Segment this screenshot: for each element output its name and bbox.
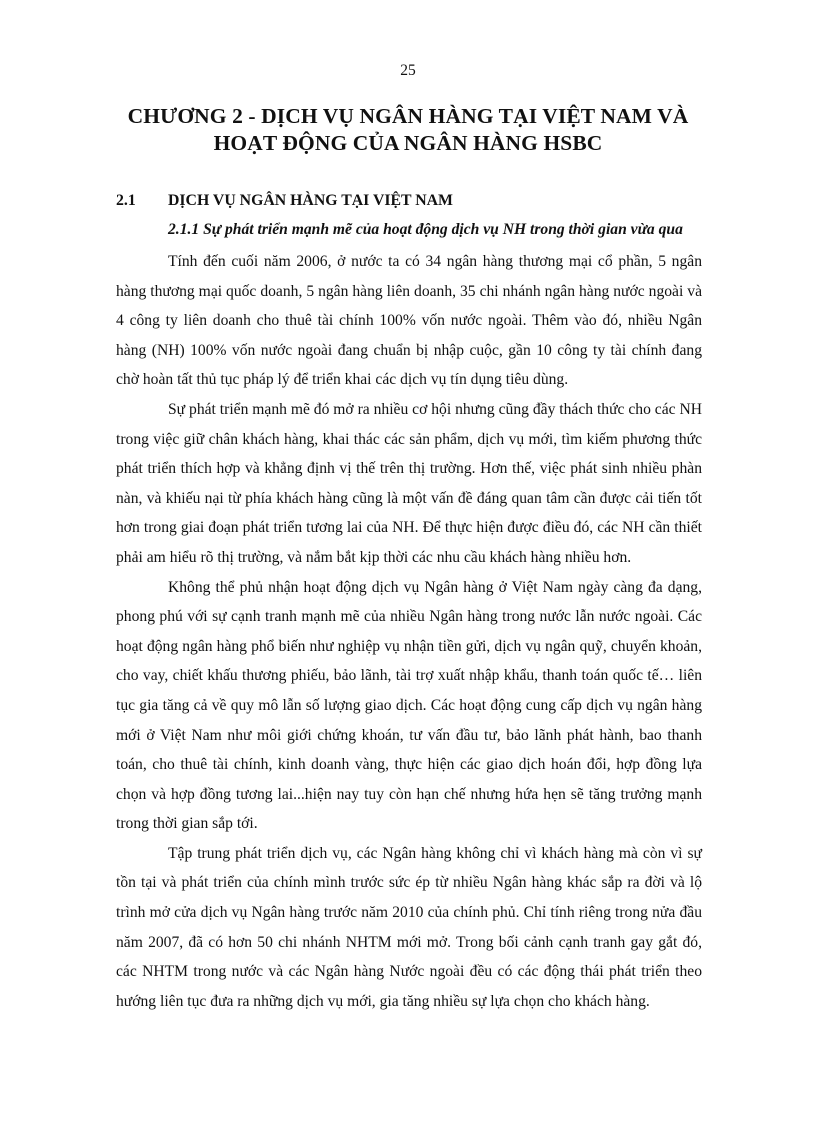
body-text: [116, 247, 702, 1016]
section-heading: [116, 192, 453, 210]
page-number: 25: [400, 62, 416, 79]
section-title: DỊCH VỤ NGÂN HÀNG TẠI VIỆT NAM: [168, 192, 453, 209]
chapter-title-line-1: CHƯƠNG 2 - DỊCH VỤ NGÂN HÀNG TẠI VIỆT NAM VÀ: [127, 104, 689, 128]
section-number: 2.1: [116, 192, 136, 209]
paragraph: Sự phát triển mạnh mẽ đó mở ra nhiều cơ hội nhưng cũng đầy thách thức cho các NH trong việc giữ chân khách hàng, khai thác các sản phẩm, dịch vụ mới, tìm kiếm phương thức phát triển thích hợp và khẳng định vị thế trên thị trường. Hơn thế, việc phát sinh nhiều phàn nàn, và khiếu nại từ phía khách hàng cũng là một vấn đề đáng quan tâm cần được cải tiến tốt hơn trong giai đoạn phát triển tương lai của NH. Để thực hiện được điều đó, các NH cần thiết phải am hiểu rõ thị trường, và nắm bắt kịp thời các nhu cầu khách hàng nhiều hơn.: [116, 400, 702, 566]
subsection-heading: 2.1.1 Sự phát triển mạnh mẽ của hoạt động dịch vụ NH trong thời gian vừa qua: [168, 221, 683, 238]
paragraph: Không thể phủ nhận hoạt động dịch vụ Ngân hàng ở Việt Nam ngày càng đa dạng, phong phú với sự cạnh tranh mạnh mẽ của nhiều Ngân hàng trong nước lẫn nước ngoài. Các hoạt động ngân hàng phổ biến như nghiệp vụ nhận tiền gửi, dịch vụ ngân quỹ, chuyển khoản, cho vay, chiết khấu thương phiếu, bảo lãnh, tài trợ xuất nhập khẩu, thanh toán quốc tế… liên tục gia tăng cả về quy mô lẫn số lượng giao dịch. Các hoạt động cung cấp dịch vụ ngân hàng mới ở Việt Nam như môi giới chứng khoán, tư vấn đầu tư, bảo lãnh phát hành, bao thanh toán, cho thuê tài chính, kinh doanh vàng, thực hiện các giao dịch hoán đổi, hợp đồng lựa chọn và hợp đồng tương lai...hiện nay tuy còn hạn chế nhưng hứa hẹn sẽ tăng trưởng mạnh trong thời gian sắp tới.: [116, 578, 702, 833]
paragraph: Tính đến cuối năm 2006, ở nước ta có 34 ngân hàng thương mại cổ phần, 5 ngân hàng thương mại quốc doanh, 5 ngân hàng liên doanh, 35 chi nhánh ngân hàng nước ngoài và 4 công ty liên doanh cho thuê tài chính 100% vốn nước ngoài. Thêm vào đó, nhiều Ngân hàng (NH) 100% vốn nước ngoài đang chuẩn bị nhập cuộc, gần 10 công ty tài chính đang chờ hoàn tất thủ tục pháp lý để triển khai các dịch vụ tín dụng tiêu dùng.: [116, 253, 702, 389]
paragraph: Tập trung phát triển dịch vụ, các Ngân hàng không chỉ vì khách hàng mà còn vì sự tồn tại và phát triển của chính mình trước sức ép từ nhiều Ngân hàng khác sắp ra đời và lộ trình mở cửa dịch vụ Ngân hàng trước năm 2010 của chính phủ. Chỉ tính riêng trong nửa đầu năm 2007, đã có hơn 50 chi nhánh NHTM mới mở. Trong bối cảnh cạnh tranh gay gắt đó, các NHTM trong nước và các Ngân hàng Nước ngoài đều có các động thái phát triển theo hướng liên tục đưa ra những dịch vụ mới, gia tăng nhiều sự lựa chọn cho khách hàng.: [116, 844, 702, 1010]
chapter-title: [110, 103, 706, 157]
chapter-title-line-2: HOẠT ĐỘNG CỦA NGÂN HÀNG HSBC: [213, 131, 603, 155]
